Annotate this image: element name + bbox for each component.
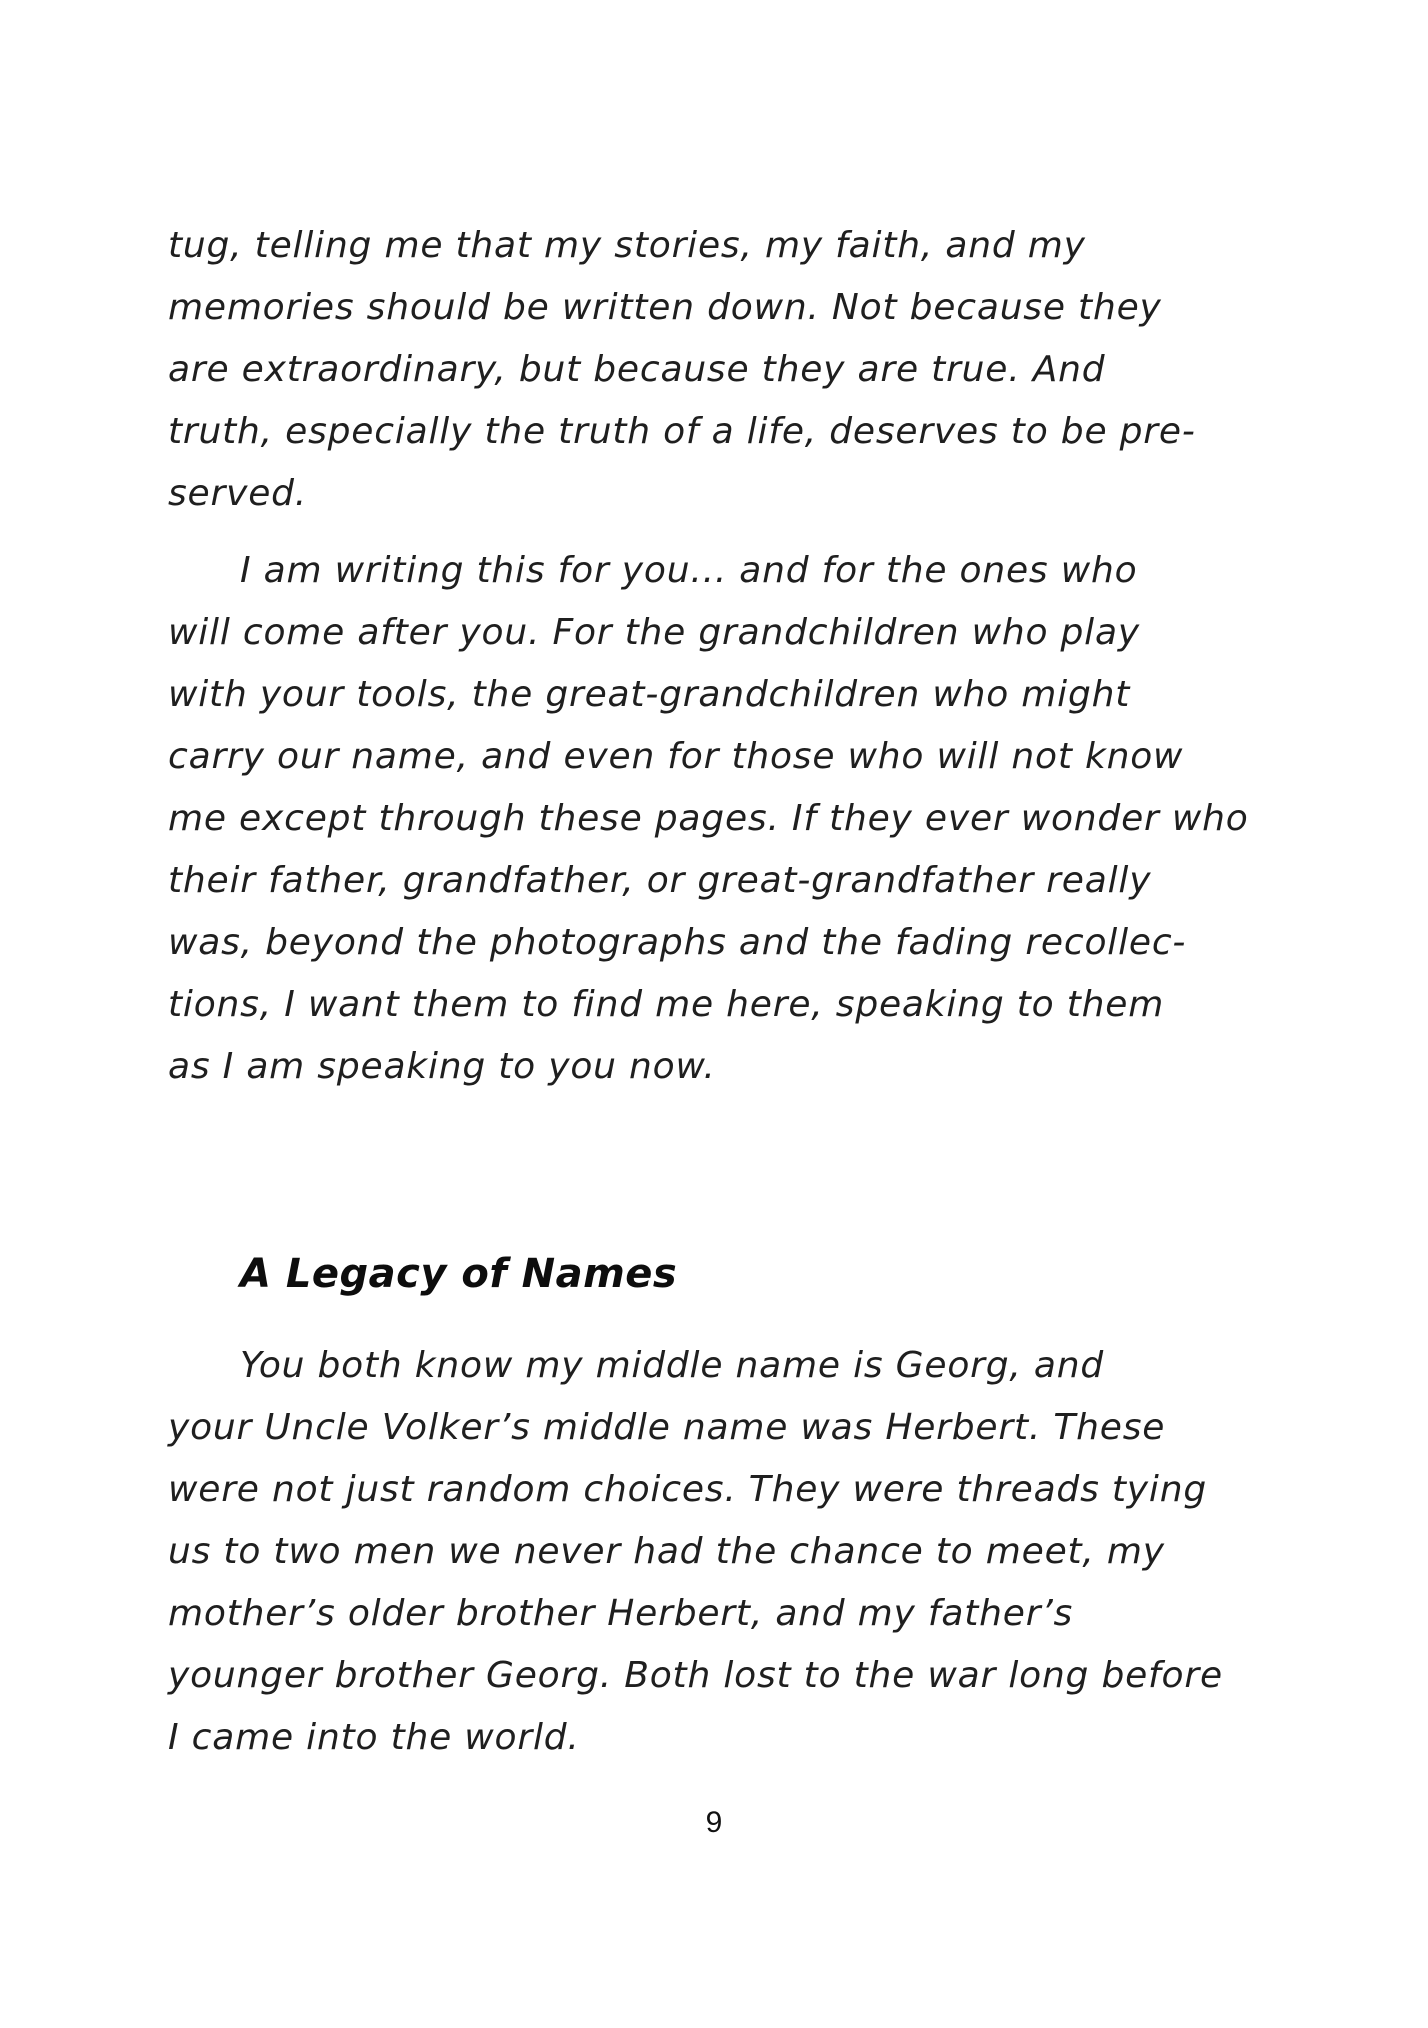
text-line: were not just random choices. They were threads tying [168,1469,1207,1510]
text-line: I came into the world. [168,1717,580,1758]
text-line: I am writing this for you... and for the ones who [240,550,1138,591]
text-line: will come after you. For the grandchildren who play [168,612,1140,653]
text-line: You both know my middle name is Georg, and [240,1345,1105,1386]
page-number: 9 [705,1806,723,1839]
text-line: tug, telling me that my stories, my faith, and my [168,225,1086,266]
text-line: memories should be written down. Not because they [168,287,1162,328]
text-line: younger brother Georg. Both lost to the war long before [168,1655,1223,1696]
text-line: your Uncle Volker’s middle name was Herbert. These [168,1407,1166,1448]
text-line: served. [168,473,308,514]
section-heading: A Legacy of Names [240,1251,678,1297]
text-line: truth, especially the truth of a life, deserves to be pre- [168,411,1196,452]
page-text-block [168,215,1258,1769]
text-line: as I am speaking to you now. [168,1046,716,1087]
text-line: me except through these pages. If they ever wonder who [168,798,1249,839]
text-line: mother’s older brother Herbert, and my father’s [168,1593,1074,1634]
text-line: us to two men we never had the chance to meet, my [168,1531,1165,1572]
paragraph-writing-for-you [168,540,1258,1098]
text-line: are extraordinary, but because they are true. And [168,349,1106,390]
text-line: tions, I want them to find me here, speaking to them [168,984,1165,1025]
text-line: carry our name, and even for those who will not know [168,736,1184,777]
text-line: with your tools, the great-grandchildren who might [168,674,1131,715]
text-line: their father, grandfather, or great-grandfather really [168,860,1152,901]
text-line: was, beyond the photographs and the fading recollec- [168,922,1187,963]
paragraph-legacy-of-names [168,1335,1258,1769]
paragraph-continued [168,215,1258,525]
